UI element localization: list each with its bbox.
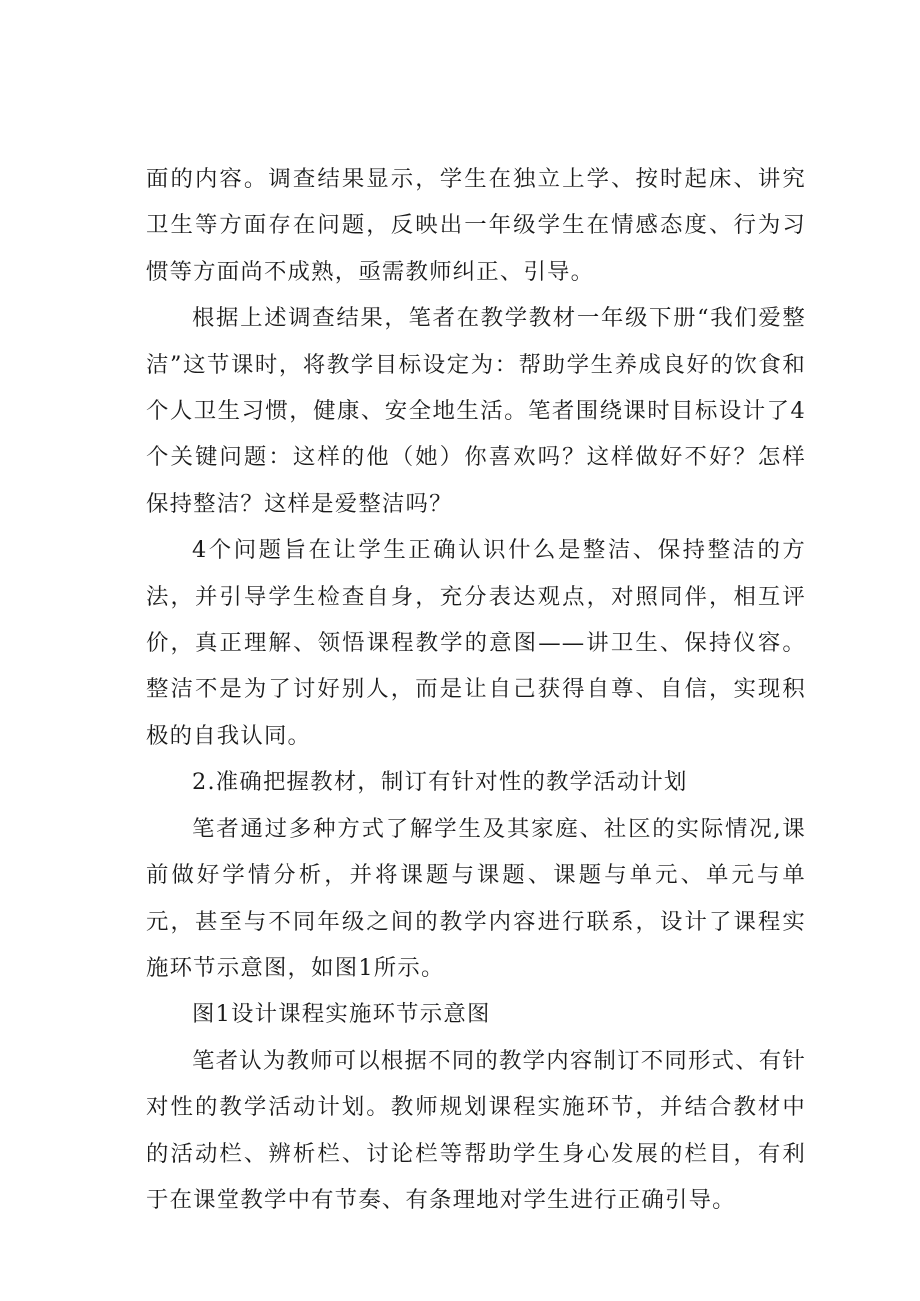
paragraph-teaching-goal: 根据上述调查结果，笔者在教学教材一年级下册“我们爱整洁”这节课时，将教学目标设定为：帮助学生养成良好的饮食和个人卫生习惯，健康、安全地生活。笔者围绕课时目标设计了4个关键问题：这样的他（她）你喜欢吗？这样做好不好？怎样保持整洁？这样是爱整洁吗？: [146, 305, 806, 517]
document-body: [146, 156, 806, 1223]
paragraph-activity-plan: 笔者认为教师可以根据不同的教学内容制订不同形式、有针对性的教学活动计划。教师规划课程实施环节，并结合教材中的活动栏、辨析栏、讨论栏等帮助学生身心发展的栏目，有利于在课堂教学中有节奏、有条理地对学生进行正确引导。: [146, 1047, 806, 1213]
figure-caption: 图1设计课程实施环节示意图: [192, 1001, 491, 1028]
paragraph-continuation: 面的内容。调查结果显示，学生在独立上学、按时起床、讲究卫生等方面存在问题，反映出一年级学生在情感态度、行为习惯等方面尚不成熟，亟需教师纠正、引导。: [146, 166, 806, 285]
paragraph-learning-analysis: 笔者通过多种方式了解学生及其家庭、社区的实际情况,课前做好学情分析，并将课题与课题、课题与单元、单元与单元，甚至与不同年级之间的教学内容进行联系，设计了课程实施环节示意图，如图1所示。: [146, 815, 806, 981]
section-heading-2: 2.准确把握教材，制订有针对性的教学活动计划: [192, 769, 688, 796]
paragraph-four-questions: 4个问题旨在让学生正确认识什么是整洁、保持整洁的方法，并引导学生检查自身，充分表达观点，对照同伴，相互评价，真正理解、领悟课程教学的意图——讲卫生、保持仪容。整洁不是为了讨好别人，而是让自己获得自尊、自信，实现积极的自我认同。: [146, 537, 806, 749]
